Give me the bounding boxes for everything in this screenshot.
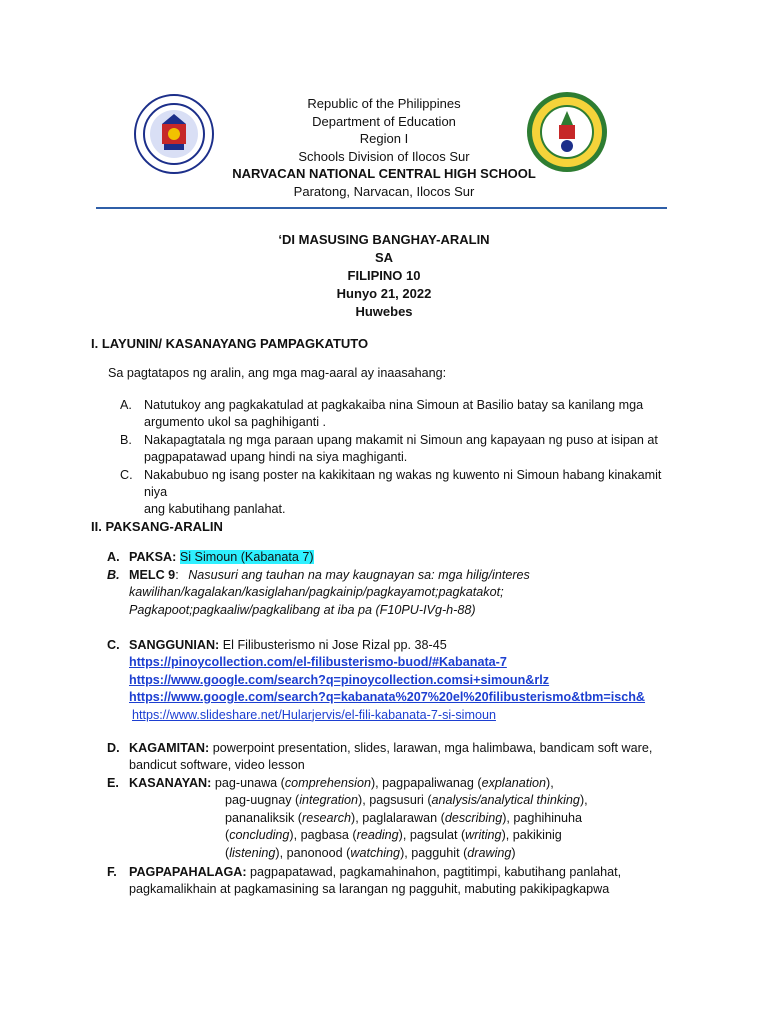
title-line: Hunyo 21, 2022 xyxy=(336,286,432,301)
paksa-marker: A. xyxy=(107,550,120,564)
objectives-list xyxy=(120,397,680,519)
sanggunian-label: SANGGUNIAN: xyxy=(129,638,220,652)
lesson-title-block xyxy=(0,231,768,321)
kasanayan-marker: E. xyxy=(107,776,119,790)
list-item-text: argumento ukol sa paghihiganti . xyxy=(144,415,327,430)
kasanayan-term: writing xyxy=(465,828,502,843)
list-item-text: pagpapatawad upang hindi na siya maghiganti. xyxy=(144,450,408,465)
melc-marker: B. xyxy=(107,568,120,582)
kasanayan-label: KASANAYAN: xyxy=(129,776,212,790)
header-divider xyxy=(96,207,667,209)
kasanayan-term: drawing xyxy=(467,845,512,860)
melc-block xyxy=(107,567,687,619)
kasanayan-term: watching xyxy=(350,845,401,860)
kasanayan-text: ), pakikinig xyxy=(501,828,562,843)
kasanayan-term: analysis/analytical thinking xyxy=(431,793,580,808)
kasanayan-text: pag-unawa ( xyxy=(214,776,285,790)
melc-text: Nasusuri ang tauhan na may kaugnayan sa: mga hilig/interes xyxy=(188,568,530,582)
header-line: Republic of the Philippines xyxy=(307,96,461,111)
kasanayan-line xyxy=(107,827,707,844)
paksa-row xyxy=(107,549,314,566)
melc-label: MELC 9 xyxy=(129,568,176,582)
title-line: SA xyxy=(374,250,394,265)
list-marker: A. xyxy=(120,398,132,412)
kagamitan-label: KAGAMITAN: xyxy=(129,741,210,755)
list-item-text: Nakabubuo ng isang poster na kakikitaan ng wakas ng kuwento ni Simoun habang kinakamit niya xyxy=(144,467,662,500)
kasanayan-text: ), pagguhit ( xyxy=(400,845,468,860)
header-line: Schools Division of Ilocos Sur xyxy=(298,148,470,164)
pagpapahalaga-text: pagpapatawad, pagkamahinahon, pagtitimpi, kabutihang panlahat, xyxy=(250,865,622,879)
kasanayan-term: describing xyxy=(444,810,503,825)
pagpapahalaga-marker: F. xyxy=(107,865,117,879)
kasanayan-text: ), pagpapaliwanag ( xyxy=(370,776,482,790)
title-line: Huwebes xyxy=(355,304,413,319)
paksa-label: PAKSA: xyxy=(129,550,177,564)
list-marker: C. xyxy=(120,467,133,482)
kasanayan-text: ), pagbasa ( xyxy=(289,828,357,843)
melc-text: kawilihan/kagalakan/kasiglahan/pagkainip/pagkayamot;pagkatakot; xyxy=(129,585,504,600)
reference-link[interactable]: https://www.slideshare.net/Hularjervis/el-fili-kabanata-7-si-simoun xyxy=(132,707,496,722)
kasanayan-line xyxy=(107,810,707,827)
school-address: Paratong, Narvacan, Ilocos Sur xyxy=(293,183,475,199)
list-item-text: Nakapagtatala ng mga paraan upang makamit ni Simoun ang kapayaan ng puso at isipan at xyxy=(144,432,658,447)
sanggunian-block xyxy=(107,637,707,724)
sanggunian-value: El Filibusterismo ni Jose Rizal pp. 38-45 xyxy=(222,638,447,652)
header-line: Region I xyxy=(359,131,409,146)
kagamitan-text: bandicut software, video lesson xyxy=(129,758,305,773)
kasanayan-text: ), paglalarawan ( xyxy=(351,810,445,825)
kasanayan-text: ( xyxy=(225,845,230,860)
section2-heading: II. PAKSANG-ARALIN xyxy=(91,519,223,534)
list-item xyxy=(120,467,680,519)
kasanayan-term: comprehension xyxy=(284,776,371,790)
paksa-value: Si Simoun (Kabanata 7) xyxy=(179,550,314,564)
section1-heading: I. LAYUNIN/ KASANAYANG PAMPAGKATUTO xyxy=(91,336,369,351)
title-line: FILIPINO 10 xyxy=(347,268,421,283)
kagamitan-block xyxy=(107,740,707,775)
list-item-text: Natutukoy ang pagkakatulad at pagkakaiba nina Simoun at Basilio batay sa kanilang mga xyxy=(144,398,644,412)
melc-text: Pagkapoot;pagkaaliw/pagkalibang at iba pa (F10PU-IVg-h-88) xyxy=(129,602,476,617)
list-item xyxy=(120,397,680,432)
header-agency xyxy=(0,95,768,200)
pagpapahalaga-text: pagkamalikhain at pagkamasining sa larangan ng pagguhit, mabuting pakikipagkapwa xyxy=(129,882,610,897)
list-item-text: ang kabutihang panlahat. xyxy=(144,502,286,517)
kagamitan-text: powerpoint presentation, slides, larawan, mga halimbawa, bandicam soft ware, xyxy=(212,741,653,755)
sanggunian-marker: C. xyxy=(107,638,120,652)
kasanayan-line xyxy=(107,792,707,809)
school-name: NARVACAN NATIONAL CENTRAL HIGH SCHOOL xyxy=(232,166,536,181)
kasanayan-text: ( xyxy=(225,828,230,843)
kasanayan-text: ), xyxy=(546,776,554,790)
kasanayan-text: ), xyxy=(579,793,588,808)
kasanayan-term: research xyxy=(302,810,352,825)
kasanayan-block xyxy=(107,775,707,862)
kasanayan-text: pananaliksik ( xyxy=(225,810,303,825)
kasanayan-term: concluding xyxy=(229,828,290,843)
list-marker: B. xyxy=(120,432,132,447)
header-line: Department of Education xyxy=(312,113,456,129)
kasanayan-line xyxy=(215,776,554,790)
kasanayan-term: listening xyxy=(229,845,276,860)
reference-link[interactable]: https://pinoycollection.com/el-filibusterismo-buod/#Kabanata-7 xyxy=(129,655,507,670)
melc-colon: : xyxy=(175,568,179,582)
kasanayan-text: ), pagsusuri ( xyxy=(358,793,432,808)
kagamitan-marker: D. xyxy=(107,741,120,755)
kasanayan-text: ), panonood ( xyxy=(275,845,351,860)
kasanayan-text: ) xyxy=(511,845,516,860)
pagpapahalaga-label: PAGPAPAHALAGA: xyxy=(129,865,247,879)
kasanayan-term: integration xyxy=(299,793,359,808)
title-line: ‘DI MASUSING BANGHAY-ARALIN xyxy=(278,232,490,247)
reference-link[interactable]: https://www.google.com/search?q=pinoycollection.comsi+simoun&rlz xyxy=(129,672,550,687)
pagpapahalaga-block xyxy=(107,864,707,899)
kasanayan-text: pag-uugnay ( xyxy=(225,793,300,808)
kasanayan-term: reading xyxy=(356,828,399,843)
kasanayan-text: ), paghihinuha xyxy=(502,810,583,825)
kasanayan-text: ), pagsulat ( xyxy=(398,828,466,843)
list-item xyxy=(120,432,680,467)
kasanayan-line xyxy=(107,845,707,862)
reference-link[interactable]: https://www.google.com/search?q=kabanata%207%20el%20filibusterismo&tbm=isch& xyxy=(129,690,646,705)
section1-intro: Sa pagtatapos ng aralin, ang mga mag-aaral ay inaasahang: xyxy=(108,366,447,380)
kasanayan-term: explanation xyxy=(481,776,547,790)
